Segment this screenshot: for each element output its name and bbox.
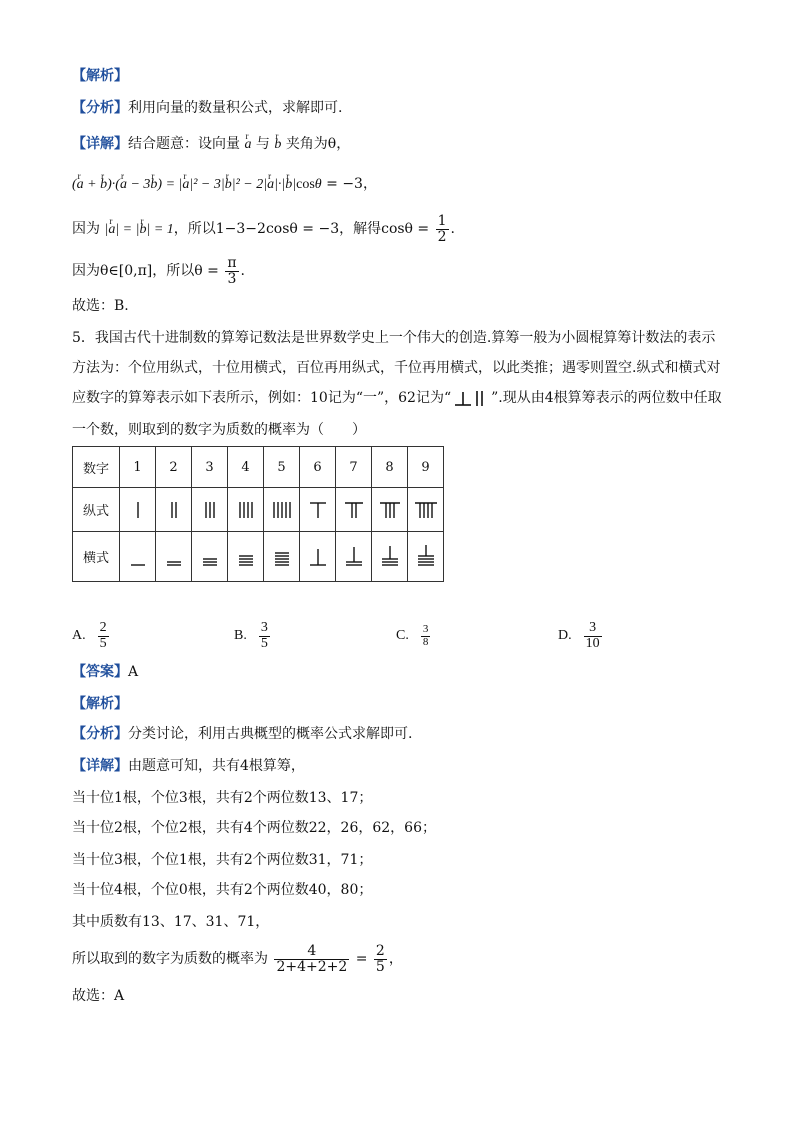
option-d[interactable] [558, 618, 604, 654]
q5-stem-3a: 应数字的算筹表示如下表所示，例如：10记为“一”，62记为“ [72, 390, 452, 406]
vertical-rod-6 [300, 488, 336, 532]
option-a-den: 5 [99, 635, 107, 651]
fraction-one-half: $\frac{1}{2}$ [437, 212, 447, 245]
analysis-line [72, 98, 342, 118]
digit-cell: 8 [372, 447, 408, 488]
case-line-4: 当十位4根，个位0根，共有2个两位数40，80； [72, 882, 373, 898]
option-b-den: 5 [260, 635, 268, 651]
vertical-rod-9 [408, 488, 444, 532]
digit-cell: 5 [264, 447, 300, 488]
option-c-label: C. [396, 628, 409, 643]
horizontal-rod-5 [264, 532, 300, 582]
q5-analysis-line [72, 724, 412, 744]
answer-line [72, 662, 138, 682]
vertical-rod-3 [192, 488, 228, 532]
table-row-horizontal [73, 532, 444, 582]
detail-end: 夹角为θ， [285, 136, 351, 152]
header-horizontal-form: 横式 [73, 532, 120, 582]
detail-mid: 与 [255, 136, 270, 152]
choose-b: 故选：B. [72, 298, 129, 314]
option-a-label: A. [72, 628, 86, 643]
probability-equals: = [355, 951, 368, 967]
digit-cell: 6 [300, 447, 336, 488]
vertical-rod-4 [228, 488, 264, 532]
option-d-num: 3 [584, 621, 602, 637]
rod-numeral-table [72, 446, 444, 582]
option-c-fraction [421, 624, 431, 648]
answer-label: 【答案】 [72, 664, 128, 680]
q5-analysis-text: 分类讨论，利用古典概型的概率公式求解即可. [128, 726, 413, 742]
digit-cell: 7 [336, 447, 372, 488]
q5-stem-line-1: 5．我国古代十进制数的算筹记数法是世界数学史上一个伟大的创造.算筹一般为小圆棍算筹计数法的表示 [72, 330, 716, 346]
q5-stem-line-3 [72, 388, 722, 408]
q5-section-tag-jiexi: 【解析】 [72, 696, 128, 712]
rod-62-glyph [451, 389, 491, 407]
q5-analysis-label: 【分析】 [72, 726, 128, 742]
probability-num: 4 [274, 944, 349, 960]
digit-cell: 2 [156, 447, 192, 488]
horizontal-rod-7 [336, 532, 372, 582]
cos-theta-line: 因为 |r a| = |r b| = 1，所以1−3−2cosθ = −3，解得cosθ = $\frac{1}{2}$ . [72, 212, 455, 246]
detail-text: 结合题意：设向量 [128, 136, 240, 152]
vertical-rod-1 [120, 488, 156, 532]
vertical-rod-7 [336, 488, 372, 532]
theta-text: 因为θ∈[0,π]，所以θ = [72, 263, 219, 279]
option-a[interactable] [72, 618, 111, 654]
probability-prefix: 所以取到的数字为质数的概率为 [72, 951, 268, 967]
option-c-num: 3 [422, 622, 429, 635]
analysis-label: 【分析】 [72, 100, 128, 116]
q5-stem-3b: ”.现从由4根算筹表示的两位数中任取 [491, 390, 722, 406]
vector-a: r a [244, 135, 251, 155]
q5-stem-line-4: 一个数，则取到的数字为质数的概率为（ ） [72, 422, 366, 438]
table-row-digits [73, 447, 444, 488]
fraction-pi-third: $\frac{\pi}{3}$ [227, 254, 237, 287]
probability-end: ， [388, 951, 403, 967]
option-a-fraction [98, 621, 109, 651]
section-tag-jiexi: 【解析】 [72, 68, 128, 84]
q5-detail-line [72, 756, 305, 776]
header-digit: 数字 [73, 447, 120, 488]
q5-detail-label: 【详解】 [72, 758, 128, 774]
probability-result-num: 2 [375, 942, 385, 959]
horizontal-rod-2 [156, 532, 192, 582]
dot-product-expression: (r a + r b)·(r a − 3r b) = |r a|² − 3|r b|² − 2|r a|·|r b|cosθ [72, 177, 322, 192]
option-c-den: 8 [422, 635, 429, 648]
primes-line: 其中质数有13、17、31、71， [72, 914, 270, 930]
norm-equality: |r a| = |r b| = 1 [104, 222, 173, 237]
because-label: 因为 [72, 221, 100, 237]
detail-line [72, 134, 350, 155]
cos-theta-text: ，所以1−3−2cosθ = −3，解得cosθ = [173, 221, 430, 237]
case-line-3: 当十位3根，个位1根，共有2个两位数31，71； [72, 852, 373, 868]
option-b-label: B. [234, 628, 247, 643]
header-vertical-form: 纵式 [73, 488, 120, 532]
option-b[interactable] [234, 618, 272, 654]
option-d-fraction [584, 621, 602, 651]
theta-value-line: 因为θ∈[0,π]，所以θ = $\frac{\pi}{3}$ . [72, 254, 245, 287]
answer-value: A [128, 664, 139, 680]
probability-result-den: 5 [375, 958, 385, 975]
digit-cell: 1 [120, 447, 156, 488]
digit-cell: 9 [408, 447, 444, 488]
option-a-num: 2 [99, 619, 107, 635]
dot-product-equation [72, 174, 377, 195]
horizontal-rod-6 [300, 532, 336, 582]
vertical-rod-5 [264, 488, 300, 532]
probability-line [72, 938, 403, 980]
horizontal-rod-9 [408, 532, 444, 582]
horizontal-rod-4 [228, 532, 264, 582]
horizontal-rod-1 [120, 532, 156, 582]
probability-fraction [274, 944, 349, 974]
q5-stem-line-2: 方法为：个位用纵式，十位用横式，百位再用纵式，千位再用横式，以此类推；遇零则置空.纵式和横式对 [72, 360, 721, 376]
case-line-2: 当十位2根，个位2根，共有4个两位数22，26，62，66； [72, 820, 436, 836]
digit-cell: 4 [228, 447, 264, 488]
option-d-den: 10 [585, 635, 600, 651]
choose-a: 故选：A [72, 988, 125, 1004]
vertical-rod-8 [372, 488, 408, 532]
horizontal-rod-3 [192, 532, 228, 582]
option-b-num: 3 [260, 619, 268, 635]
equation-result: = −3， [326, 176, 377, 192]
probability-result [374, 944, 387, 974]
analysis-text: 利用向量的数量积公式，求解即可. [128, 100, 343, 116]
probability-den: 2+4+2+2 [276, 958, 348, 975]
detail-label: 【详解】 [72, 136, 128, 152]
option-c[interactable] [396, 618, 432, 654]
vertical-rod-2 [156, 488, 192, 532]
option-b-fraction [259, 621, 270, 651]
table-row-vertical [73, 488, 444, 532]
horizontal-rod-8 [372, 532, 408, 582]
q5-detail-text: 由题意可知，共有4根算筹， [128, 758, 305, 774]
digit-cell: 3 [192, 447, 228, 488]
vector-b: r b [274, 135, 281, 155]
option-d-label: D. [558, 628, 572, 643]
case-line-1: 当十位1根，个位3根，共有2个两位数13、17； [72, 790, 373, 806]
